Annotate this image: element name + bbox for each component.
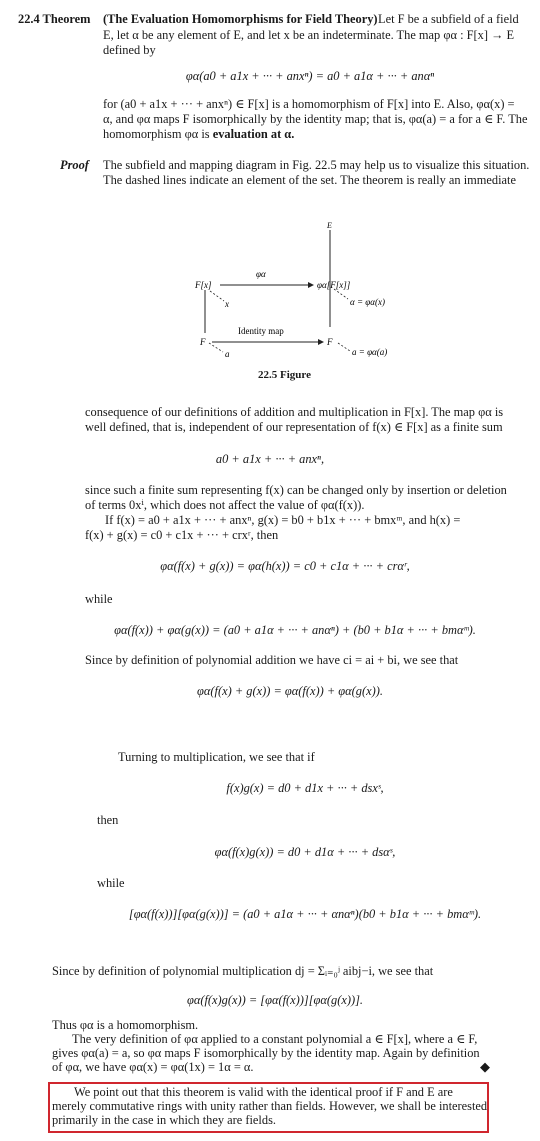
dash-x <box>210 291 224 301</box>
boxed-line-0: We point out that this theorem is valid with the identical proof if F and E are <box>74 1085 453 1099</box>
proof-line-1: The dashed lines indicate an element of the set. The theorem is really an immediate <box>103 173 516 187</box>
label-identity: Identity map <box>238 326 284 336</box>
theorem-bold-tail: evaluation at α. <box>212 127 295 141</box>
theorem-after-line-0: for (a0 + a1x + ··· + anxⁿ) ∈ F[x] is a homomorphism of F[x] into E. Also, φα(x) = <box>103 97 515 111</box>
theorem-line-2: defined by <box>103 43 156 57</box>
p5: Turning to multiplication, we see that if <box>118 750 315 764</box>
p8-line-2: of φα, we have φα(x) = φα(1x) = 1α = α. <box>52 1060 254 1074</box>
theorem-after-line-1: α, and φα maps F isomorphically by the identity map; that is, φα(a) = a for a ∈ F. The <box>103 112 528 126</box>
p8-line-1: gives φα(a) = a, so φα maps F isomorphically by the identity map. Again by definition <box>52 1046 480 1060</box>
theorem-after-line-2 <box>103 127 294 142</box>
label-phiFx: φα[F[x]] <box>317 280 351 290</box>
theorem-line-0: Let F be a subfield of a field <box>378 12 519 26</box>
equation-4: φα(f(x) + g(x)) = φα(f(x)) + φα(g(x)). <box>197 684 383 698</box>
label-a: a <box>225 349 230 359</box>
p3-line-1: f(x) + g(x) = c0 + c1x + ··· + crxʳ, then <box>85 528 279 542</box>
while-2: while <box>97 876 125 890</box>
label-Fx: F[x] <box>195 280 212 290</box>
label-E: E <box>327 221 332 230</box>
p4: Since by definition of polynomial addition we have ci = ai + bi, we see that <box>85 653 459 667</box>
theorem-number: 22.4 Theorem <box>18 12 91 26</box>
p8-line-0: The very definition of φα applied to a constant polynomial a ∈ F[x], where a ∈ F, <box>72 1032 478 1046</box>
dash-a-right <box>338 343 350 351</box>
equation-6: φα(f(x)g(x)) = d0 + d1α + ··· + dsαˢ, <box>214 845 396 859</box>
figure-caption: 22.5 Figure <box>258 369 311 381</box>
qed-symbol: ◆ <box>480 1059 490 1074</box>
dash-a <box>209 343 223 352</box>
label-F-left: F <box>200 337 206 347</box>
p6: Since by definition of polynomial multiplication dj = Σᵢ₌₀ʲ aibj−i, we see that <box>52 964 434 978</box>
proof-line-0: The subfield and mapping diagram in Fig. 22.5 may help us to visualize this situation. <box>103 158 530 172</box>
label-phi: φα <box>256 269 266 279</box>
equation-3: φα(f(x)) + φα(g(x)) = (a0 + a1α + ··· + anαⁿ) + (b0 + b1α + ··· + bmαᵐ). <box>114 623 476 637</box>
while-1: while <box>85 592 113 606</box>
equation-8: φα(f(x)g(x)) = [φα(f(x))][φα(g(x))]. <box>186 993 364 1007</box>
equation-1: a0 + a1x + ··· + anxⁿ, <box>215 452 325 466</box>
theorem-line-1: E, let α be any element of E, and let x be an indeterminate. The map φα : F[x] → E <box>103 28 515 42</box>
then: then <box>97 813 119 827</box>
p7: Thus φα is a homomorphism. <box>52 1018 199 1032</box>
p1-line-1: well defined, that is, independent of our representation of f(x) ∈ F[x] as a finite sum <box>85 420 503 434</box>
p1-line-0: consequence of our definitions of addition and multiplication in F[x]. The map φα is <box>85 405 504 419</box>
label-a-right: a = φα(a) <box>352 347 388 357</box>
dash-alpha <box>334 289 348 299</box>
label-alpha: α = φα(x) <box>350 297 385 307</box>
boxed-line-1: merely commutative rings with unity rather than fields. However, we shall be interested <box>52 1099 488 1113</box>
proof-label: Proof <box>60 158 89 172</box>
p3-line-0: If f(x) = a0 + a1x + ··· + anxⁿ, g(x) = b0 + b1x + ··· + bmxᵐ, and h(x) = <box>105 513 461 527</box>
equation-7: [φα(f(x))][φα(g(x))] = (a0 + a1α + ··· + αnαⁿ)(b0 + b1α + ··· + bmαᵐ). <box>128 907 482 921</box>
label-F-right: F <box>327 337 333 347</box>
theorem-display-equation: φα(a0 + a1x + ··· + anxⁿ) = a0 + a1α + ··· + anαⁿ <box>185 69 435 83</box>
boxed-line-2: primarily in the case in which they are fields. <box>52 1113 276 1127</box>
mapping-diagram <box>190 215 400 385</box>
p2-line-0: since such a finite sum representing f(x) can be changed only by insertion or deletion <box>85 483 507 497</box>
p2-line-1: of terms 0xⁱ, which does not affect the value of φα(f(x)). <box>85 498 365 512</box>
equation-5: f(x)g(x) = d0 + d1x + ··· + dsxˢ, <box>226 781 384 795</box>
theorem-after-line-2-text: homomorphism φα is <box>103 127 210 141</box>
identity-arrowhead <box>318 339 324 345</box>
label-x: x <box>225 299 229 309</box>
phi-arrowhead <box>308 282 314 288</box>
theorem-title: (The Evaluation Homomorphisms for Field Theory) <box>103 12 378 26</box>
equation-2: φα(f(x) + g(x)) = φα(h(x)) = c0 + c1α + ··· + crαʳ, <box>160 559 410 573</box>
